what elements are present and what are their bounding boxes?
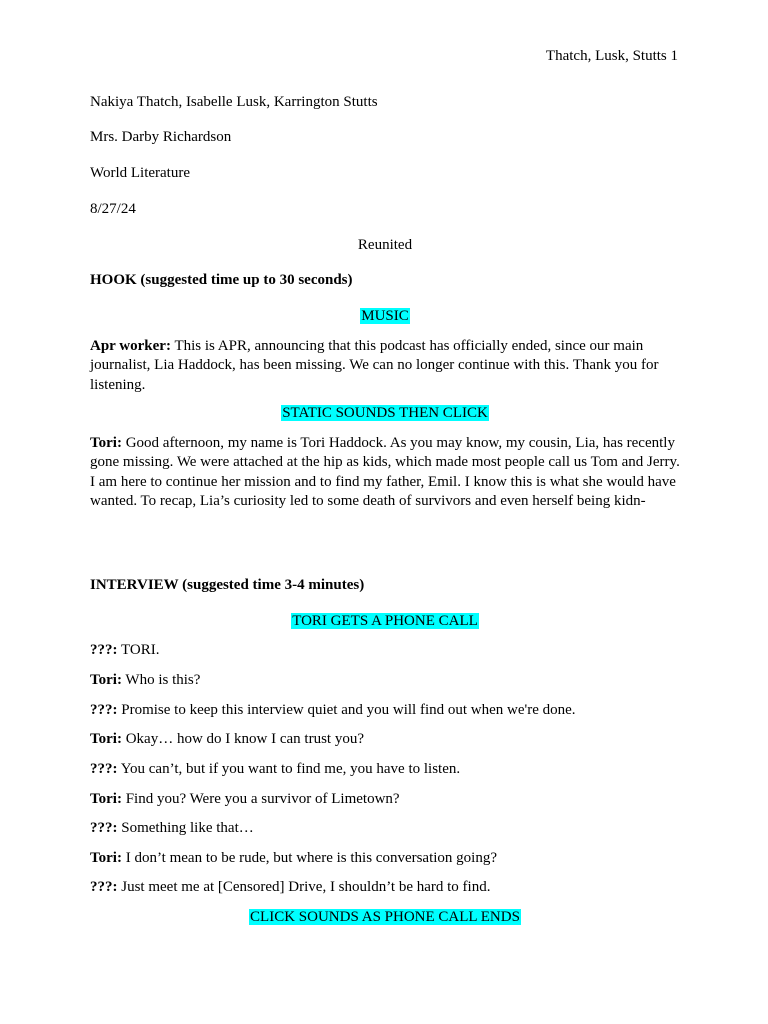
dialogue-line: ???: You can’t, but if you want to find me, you have to listen. [90, 761, 461, 777]
call-end-cue [90, 908, 680, 926]
dialogue-line: ???: Promise to keep this interview quiet and you will find out when we're done. [90, 702, 576, 718]
static-cue [90, 404, 680, 422]
teacher-line: Mrs. Darby Richardson [90, 129, 232, 145]
static-cue-highlight: STATIC SOUNDS THEN CLICK [282, 405, 488, 421]
phone-call-cue [90, 612, 680, 630]
music-cue-highlight: MUSIC [361, 308, 409, 324]
document-title: Reunited [357, 237, 413, 253]
dialogue-line: ???: Just meet me at [Censored] Drive, I shouldn’t be hard to find. [90, 879, 491, 895]
authors-line: Nakiya Thatch, Isabelle Lusk, Karrington Stutts [90, 94, 378, 110]
dialogue-text: This is APR, announcing that this podcast has officially ended, since our main journalist, Lia Haddock, has been missing. We can no longer continue with this. Thank you for listening. [90, 338, 659, 393]
dialogue-line: ???: TORI. [90, 642, 160, 658]
dialogue-line: Tori: Who is this? [90, 672, 201, 688]
course-line: World Literature [90, 165, 190, 181]
dialogue-text: Good afternoon, my name is Tori Haddock. As you may know, my cousin, Lia, has recently gone missing. We were attached at the hip as kids, which made most people call us Tom and Jerry. I am here to continue her mission and to find my father, Emil. I know this is what she would have wanted. To recap, Lia’s curiosity led to some death of survivors and even herself being kidn- [90, 435, 680, 509]
music-cue [90, 307, 680, 325]
tori-intro-paragraph [90, 434, 680, 511]
hook-heading: HOOK (suggested time up to 30 seconds) [90, 272, 353, 288]
call-end-cue-highlight: CLICK SOUNDS AS PHONE CALL ENDS [250, 909, 520, 925]
date-line: 8/27/24 [90, 201, 136, 217]
running-header: Thatch, Lusk, Stutts 1 [545, 48, 678, 64]
speaker-label: Apr worker: [90, 338, 171, 354]
interview-heading: INTERVIEW (suggested time 3-4 minutes) [90, 577, 365, 593]
dialogue-line: ???: Something like that… [90, 820, 254, 836]
dialogue-line: Tori: Find you? Were you a survivor of Limetown? [90, 791, 400, 807]
speaker-label: Tori: [90, 435, 122, 451]
apr-worker-paragraph [90, 337, 680, 395]
dialogue-line: Tori: I don’t mean to be rude, but where is this conversation going? [90, 850, 498, 866]
phone-call-cue-highlight: TORI GETS A PHONE CALL [292, 613, 478, 629]
dialogue-line: Tori: Okay… how do I know I can trust you? [90, 731, 364, 747]
